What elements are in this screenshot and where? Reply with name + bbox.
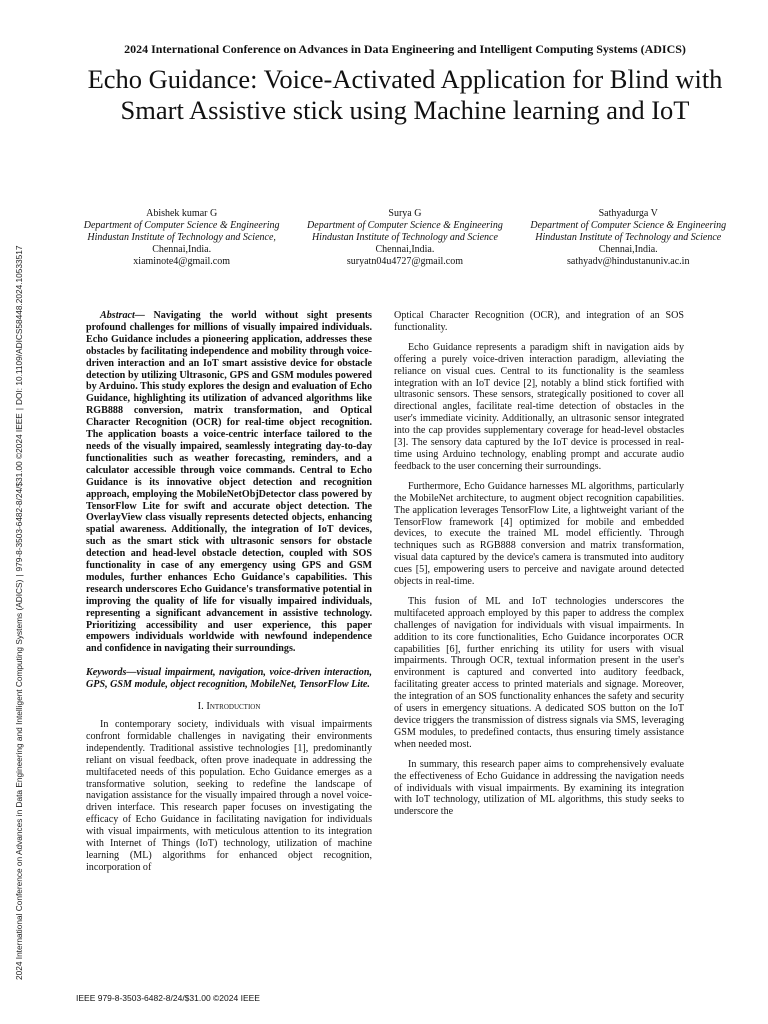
author-1 xyxy=(70,208,293,268)
keywords: Keywords—visual impairment, navigation, voice-driven interaction, GPS, GSM module, object recognition, MobileNet, TensorFlow Lite. xyxy=(86,667,372,691)
paper-title: Echo Guidance: Voice-Activated Application for Blind with Smart Assistive stick using Machine learning and IoT xyxy=(87,64,723,125)
right-column xyxy=(394,310,684,826)
author-name: Sathyadurga V xyxy=(598,208,658,219)
author-inst: Hindustan Institute of Technology and Science xyxy=(311,232,498,243)
author-2 xyxy=(293,208,516,268)
side-banner-isbn: 979-8-3503-6482-8/24/$31.00 ©2024 IEEE xyxy=(14,413,24,572)
section-heading xyxy=(86,701,372,713)
author-city: Chennai,India. xyxy=(375,244,435,255)
paragraph: In summary, this research paper aims to comprehensively evaluate the effectiveness of Echo Guidance in addressing the navigation needs of individuals with visual impairments. By examining its integration with IoT technology, utilization of ML algorithms, this study seeks to underscore the xyxy=(394,758,684,818)
abstract xyxy=(86,310,372,655)
author-city: Chennai,India. xyxy=(152,244,212,255)
side-banner-conference: 2024 International Conference on Advances in Data Engineering and Intelligent Computing Systems (ADICS) xyxy=(14,579,24,980)
abstract-text: Navigating the world without sight presents profound challenges for millions of visually impaired individuals. Echo Guidance includes a pioneering application, addresses these obstacles by facilitating independence and mobility through voice-driven interaction and an IoT smart assistive device for obstacle detection by utilizing Ultrasonic, GPS and GSM modules powered by Arduino. This study explores the design and evaluation of Echo Guidance, highlighting its utilization of advanced algorithms like RGB888 conversion, matrix transformation, and Optical Character Recognition (OCR) for real-time object recognition. The application boasts a voice-centric interface tailored to the needs of the visually impaired, seamlessly integrating day-to-day functionalities such as weather forecasting, reminders, and a calculator accessible through voice commands. Central to Echo Guidance is its innovative object detection and recognition approach, employing the MobileNetObjDetector class powered by TensorFlow Lite for swift and accurate object detection. The OverlayView class visually represents detected objects, enhancing spatial awareness. Additionally, the integration of IoT devices, such as the smart stick with ultrasonic sensors for obstacle detection and head-level obstacle detection, coupled with SOS functionality in case of any emergency using GPS and GSM modules, further enhances Echo Guidance's capabilities. This research underscores Echo Guidance's transformative potential in improving the quality of life for visually impaired individuals, representing a significant advancement in assistive technology. Prioritizing accessibility and user experience, this paper empowers individuals worldwide with newfound independence and confidence in navigating their surroundings. xyxy=(86,310,372,655)
author-city: Chennai,India. xyxy=(598,244,658,255)
paragraph: This fusion of ML and IoT technologies underscores the multifaceted approach employed by this paper to address the complex challenges of navigation for individuals with visual impairments. In addition to its core functionalities, Echo Guidance incorporates OCR capabilities [6], further enriching its utility for users with visual impairments. Through OCR, textual information present in the user's environment is captured and converted into auditory feedback, facilitating greater access to printed materials and signage. Moreover, the integration of an SOS functionality enhances the safety and security of users in emergency situations. A dedicated SOS button on the IoT device triggers the transmission of distress signals via SMS, leveraging GSM modules, to predefined contacts, thus ensuring timely assistance when needed most. xyxy=(394,595,684,750)
side-banner: 2024 International Conference on Advances in Data Engineering and Intelligent Computing Systems (ADICS)|979-8-3503-6482-8/24/$31.00 ©2024 IEEE|DOI: 10.1109/ADICS58448.2024.10533517 xyxy=(14,245,24,980)
author-name: Abishek kumar G xyxy=(146,208,218,219)
author-email[interactable]: xiaminote4@gmail.com xyxy=(133,256,230,267)
conference-header: 2024 International Conference on Advances in Data Engineering and Intelligent Computing Systems (ADICS) xyxy=(124,42,686,56)
author-3 xyxy=(517,208,740,268)
paragraph: Furthermore, Echo Guidance harnesses ML algorithms, particularly the MobileNet architecture, to augment object recognition capabilities. The application leverages TensorFlow Lite, a lightweight variant of the TensorFlow framework [4] optimized for mobile and embedded devices, to execute the trained ML model efficiently. Through techniques such as RGB888 conversion and matrix transformation, visual data captured by the device's camera is transmuted into auditory cues [5], empowering users to perceive and navigate around detected objects in real-time. xyxy=(394,480,684,588)
author-name: Surya G xyxy=(388,208,422,219)
paragraph: In contemporary society, individuals with visual impairments confront formidable challenges in navigating their environments independently. Traditional assistive technologies [1], predominantly reliant on visual feedback, often prove inadequate in addressing the multifaceted needs of this population. Echo Guidance emerges as a transformative solution, seeking to redefine the landscape of navigation assistance for the visually impaired through a novel voice-driven interface. This research paper focuses on investigating the efficacy of Echo Guidance in facilitating navigation for individuals with visual impairments, with meticulous attention to its integration with Internet of Things (IoT) technology, utilization of machine learning (ML) algorithms for enhanced object recognition, incorporation of xyxy=(86,719,372,873)
paragraph: Echo Guidance represents a paradigm shift in navigation aids by offering a purely voice-driven interaction paradigm, alleviating the reliance on visual cues. Central to its functionality is the seamless integration with an IoT device [2], notably a blind stick fortified with ultrasonic sensors. These sensors, strategically positioned to cover all directional angles, facilitate real-time detection of obstacles in the user's immediate vicinity. Additionally, an ultrasonic sensor integrated into the cap provides supplementary coverage for head-level obstacles [3]. The sensory data captured by the IoT device is processed in real-time using Arduino technology, enabling prompt and accurate audio feedback to the user concerning their surroundings. xyxy=(394,341,684,472)
section-title: Introduction xyxy=(206,701,261,713)
author-dept: Department of Computer Science & Engineering xyxy=(530,220,727,231)
author-inst: Hindustan Institute of Technology and Science, xyxy=(87,232,276,243)
page-footer: IEEE 979-8-3503-6482-8/24/$31.00 ©2024 IEEE xyxy=(76,993,260,1003)
author-email[interactable]: suryatn04u4727@gmail.com xyxy=(346,256,464,267)
authors-block xyxy=(70,208,740,268)
section-number: I. xyxy=(197,701,204,713)
paragraph: Optical Character Recognition (OCR), and integration of an SOS functionality. xyxy=(394,310,684,333)
abstract-lead: Abstract— xyxy=(100,310,145,321)
author-inst: Hindustan Institute of Technology and Science xyxy=(535,232,722,243)
author-email[interactable]: sathyadv@hindustanuniv.ac.in xyxy=(567,256,690,267)
author-dept: Department of Computer Science & Engineering xyxy=(307,220,503,231)
author-dept: Department of Computer Science & Engineering xyxy=(83,220,280,231)
side-banner-doi: DOI: 10.1109/ADICS58448.2024.10533517 xyxy=(14,245,24,405)
left-column xyxy=(86,310,372,882)
